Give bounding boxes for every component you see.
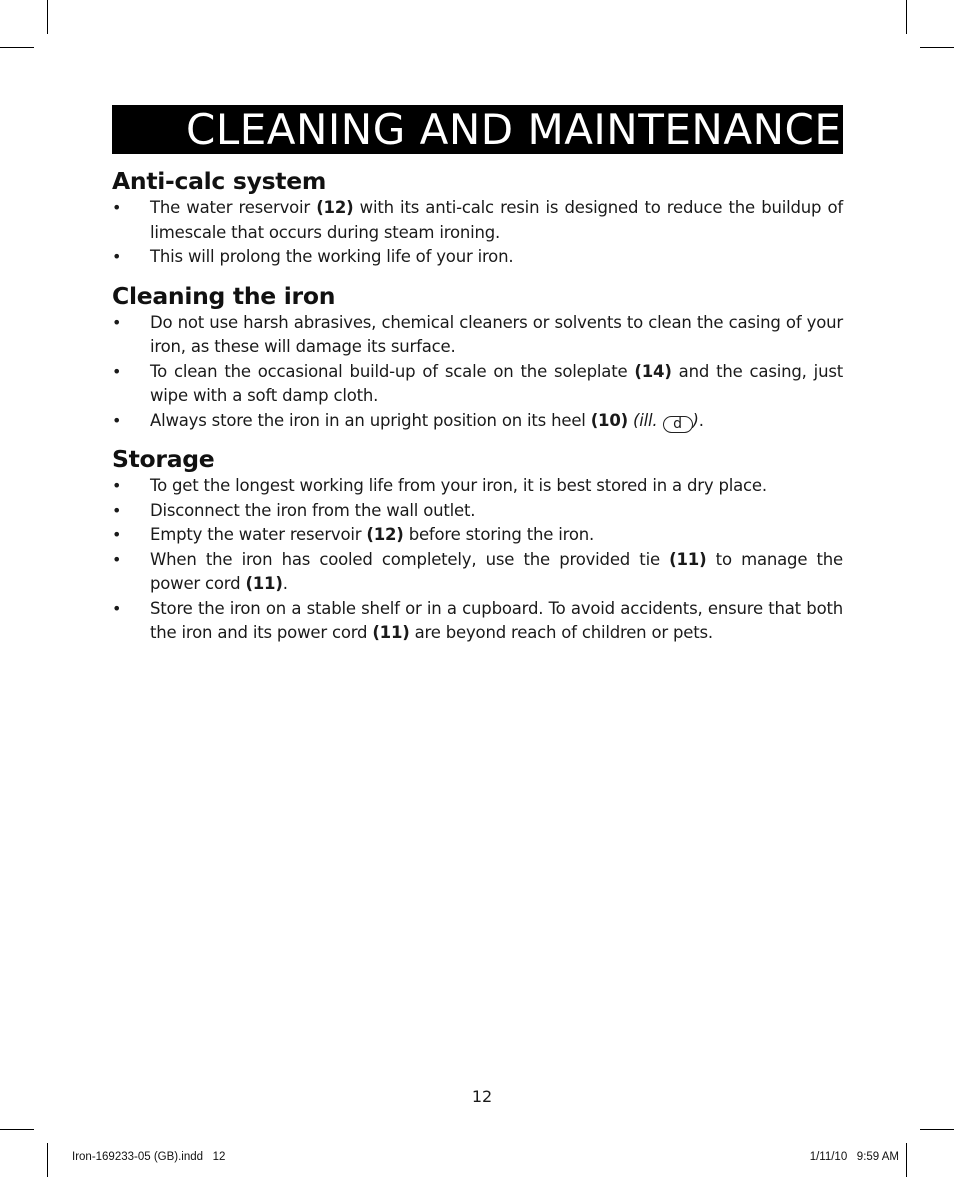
- section-heading: Anti-calc system: [112, 167, 327, 195]
- text-run: .: [698, 410, 704, 430]
- part-number: (10): [590, 410, 628, 430]
- list-item: [112, 597, 843, 646]
- text-run: To clean the occasional build-up of scale on the soleplate: [150, 361, 635, 381]
- part-number: (12): [316, 198, 354, 217]
- text-run: Do not use harsh abrasives, chemical cleaners or solvents to clean the casing of your iron, as these will damage its surface.: [150, 312, 843, 356]
- text-run: Always store the iron in an upright position on its heel: [150, 410, 591, 430]
- text-run: To get the longest working life from your iron, it is best stored in a dry place.: [150, 476, 767, 495]
- text-run: This will prolong the working life of your iron.: [150, 247, 514, 266]
- crop-mark-bottom-left-v: [47, 1143, 48, 1177]
- text-run: before storing the iron.: [403, 525, 595, 544]
- section-cleaning: [112, 281, 843, 434]
- list-item: [112, 499, 843, 524]
- text-run: Store the iron on a stable shelf or in a cupboard. To avoid accidents, ensure that both the iron and its power cord: [150, 598, 843, 642]
- list-item: [112, 474, 843, 499]
- text-run: and the casing, just wipe with a soft damp cloth.: [150, 361, 843, 405]
- text-run: The water reservoir: [150, 198, 317, 217]
- text-italic: ): [692, 410, 699, 430]
- text-run: .: [282, 574, 288, 593]
- section-heading: Storage: [112, 445, 215, 473]
- page-number: 12: [471, 1087, 493, 1106]
- text-italic: (ill.: [633, 410, 663, 430]
- part-number: (14): [634, 361, 672, 381]
- text-run: with its anti-calc resin is designed to reduce the buildup of limescale that occurs during steam ironing.: [150, 198, 843, 242]
- part-number: (12): [366, 525, 404, 544]
- list-item: [112, 311, 843, 360]
- list-item: [112, 523, 843, 548]
- section-storage: [112, 444, 843, 646]
- crop-mark-bottom-left-h: [0, 1129, 34, 1130]
- text-run: Disconnect the iron from the wall outlet.: [150, 500, 476, 520]
- part-number: (11): [372, 623, 410, 642]
- section-anti-calc: [112, 166, 843, 270]
- section-heading: Cleaning the iron: [112, 281, 336, 310]
- page-title: CLEANING AND MAINTENANCE: [112, 105, 843, 154]
- slug-file-info: Iron-169233-05 (GB).indd 12: [72, 1151, 226, 1163]
- crop-mark-top-left-v: [47, 0, 48, 34]
- text-run: Empty the water reservoir: [150, 525, 367, 544]
- text-run: are beyond reach of children or pets.: [409, 623, 713, 642]
- crop-mark-top-right-v: [906, 0, 907, 34]
- part-number: (11): [245, 574, 283, 593]
- bullet-list: [112, 196, 843, 270]
- list-item: [112, 196, 843, 245]
- list-item: [112, 548, 843, 597]
- bullet-list: [112, 474, 843, 646]
- list-item: [112, 409, 843, 434]
- crop-mark-bottom-right-v: [906, 1143, 907, 1177]
- illustration-ref: d: [663, 416, 693, 433]
- list-item: [112, 245, 843, 270]
- crop-mark-bottom-right-h: [920, 1129, 954, 1130]
- crop-mark-top-right-h: [920, 47, 954, 48]
- text-run: to manage the power cord: [150, 549, 843, 593]
- part-number: (11): [669, 549, 707, 569]
- text-run: When the iron has cooled completely, use the provided tie: [150, 549, 670, 569]
- crop-mark-top-left-h: [0, 47, 34, 48]
- content: [112, 166, 843, 657]
- slug-date-time: 1/11/10 9:59 AM: [809, 1151, 899, 1163]
- list-item: [112, 360, 843, 409]
- bullet-list: [112, 311, 843, 434]
